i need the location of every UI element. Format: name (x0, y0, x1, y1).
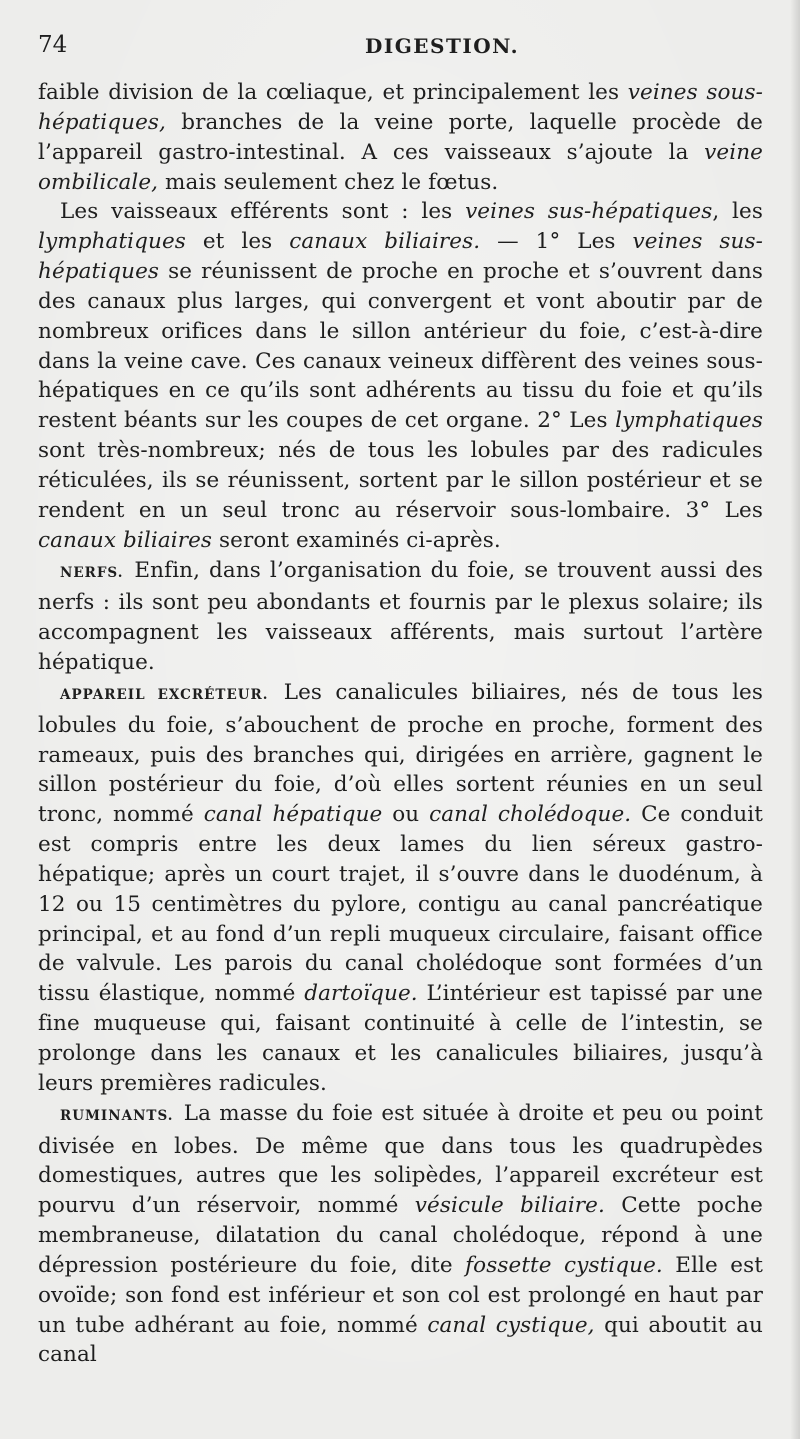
text-run: Elle est ovoïde; son fond est inférieur et son col est prolongé en haut par un tube adhérant au foie, nommé (38, 1252, 763, 1338)
text-run: et les (185, 229, 290, 255)
italic-text: fossette cystique. (465, 1252, 663, 1278)
paragraph (38, 78, 763, 197)
text-run: ou (382, 802, 430, 828)
italic-text: veines sus-hépatiques (38, 229, 763, 285)
paragraph (38, 556, 763, 678)
italic-text: lymphatiques (615, 408, 763, 434)
text-run: Enfin, dans l’organisation du foie, se trouvent aussi des nerfs : ils sont peu abondants et fournis par le plexus solaire; ils accompagnent les vaisseaux afférents, mais surtout l’artère hépatique. (38, 557, 763, 676)
text-run: Cette poche membraneuse, dilatation du canal cholédoque, répond à une dépression postérieure du foie, dite (38, 1193, 763, 1278)
text-run: seront examinés ci-après. (212, 527, 501, 553)
text-run: mais seulement chez le fœtus. (158, 169, 499, 195)
text-run: — 1° Les (480, 229, 633, 255)
italic-text: vésicule biliaire. (414, 1193, 605, 1219)
text-run: sont très-nombreux; nés de tous les lobules par des radicules réticulées, ils se réunissent, sortent par le sillon postérieur et se rendent en un seul tronc au réservoir sous-lombaire. 3° Les (38, 438, 763, 523)
italic-text: canal cholédoque. (429, 802, 632, 828)
paragraph (38, 1099, 763, 1371)
italic-text: canal cystique, (427, 1312, 595, 1338)
page-header (38, 30, 768, 66)
paragraph (38, 197, 763, 555)
text-run: Ce conduit est compris entre les deux lames du lien séreux gastro-hépatique; après un court trajet, il s’ouvre dans le duodénum, à 12 ou 15 centimètres du pylore, contigu au canal pancréatique principal, et au fond d’un repli muqueux circulaire, faisant office de valvule. Les parois du canal cholédoque sont formées d’un tissu élastique, nommé (38, 802, 763, 1007)
text-run: L’intérieur est tapissé par une fine muqueuse qui, faisant continuité à celle de l’intestin, se prolonge dans les canaux et les canalicules biliaires, jusqu’à leurs premières radicules. (38, 981, 763, 1096)
text-run: qui aboutit au canal (38, 1312, 763, 1368)
text-run: La masse du foie est située à droite et peu ou point divisée en lobes. De même que dans tous les quadrupèdes domestiques, autres que les solipèdes, l’appareil excréteur est pourvu d’un réservoir, nommé (38, 1100, 763, 1219)
body-text (38, 78, 763, 1370)
italic-text: canal hépatique (203, 802, 383, 828)
text-run: Les vaisseaux efférents sont : les (60, 199, 466, 225)
page-number: 74 (38, 32, 68, 58)
italic-text: dartoïque. (304, 981, 418, 1007)
text-run: branches de la veine porte, laquelle procède de l’appareil gastro-intestinal. A ces vaisseaux s’ajoute la (38, 109, 763, 165)
italic-text: canaux biliaires. (289, 229, 481, 255)
text-run: , les (712, 199, 763, 225)
section-heading: NERFS. (60, 564, 124, 581)
text-run: faible division de la cœliaque, et principalement les (38, 80, 628, 105)
running-title: DIGESTION. (365, 34, 520, 58)
paragraph (38, 678, 763, 1099)
italic-text: canaux biliaires (38, 527, 213, 553)
text-run: Les canalicules biliaires, nés de tous les lobules du foie, s’abouchent de proche en proche, forment des rameaux, puis des branches qui, dirigées en arrière, gagnent le sillon postérieur du foie, d’où elles sortent réunies en un seul tronc, nommé (38, 679, 764, 828)
italic-text: lymphatiques (38, 229, 186, 255)
italic-text: veines sus-hépatiques (465, 199, 713, 225)
text-run: se réunissent de proche en proche et s’ouvrent dans des canaux plus larges, qui convergent et vont aboutir par de nombreux orifices dans le sillon antérieur du foie, c’est-à-dire dans la veine cave. Ces canaux veineux diffèrent des veines sous-hépatiques en ce qu’ils sont adhérents au tissu du foie et qu’ils restent béants sur les coupes de cet organe. 2° Les (38, 259, 763, 434)
page-edge-shadow (790, 0, 800, 1439)
section-heading: APPAREIL EXCRÉTEUR. (60, 686, 269, 703)
italic-text: veine ombilicale, (38, 139, 763, 195)
section-heading: RUMINANTS. (60, 1107, 174, 1124)
italic-text: veines sous-hépatiques, (38, 80, 763, 135)
